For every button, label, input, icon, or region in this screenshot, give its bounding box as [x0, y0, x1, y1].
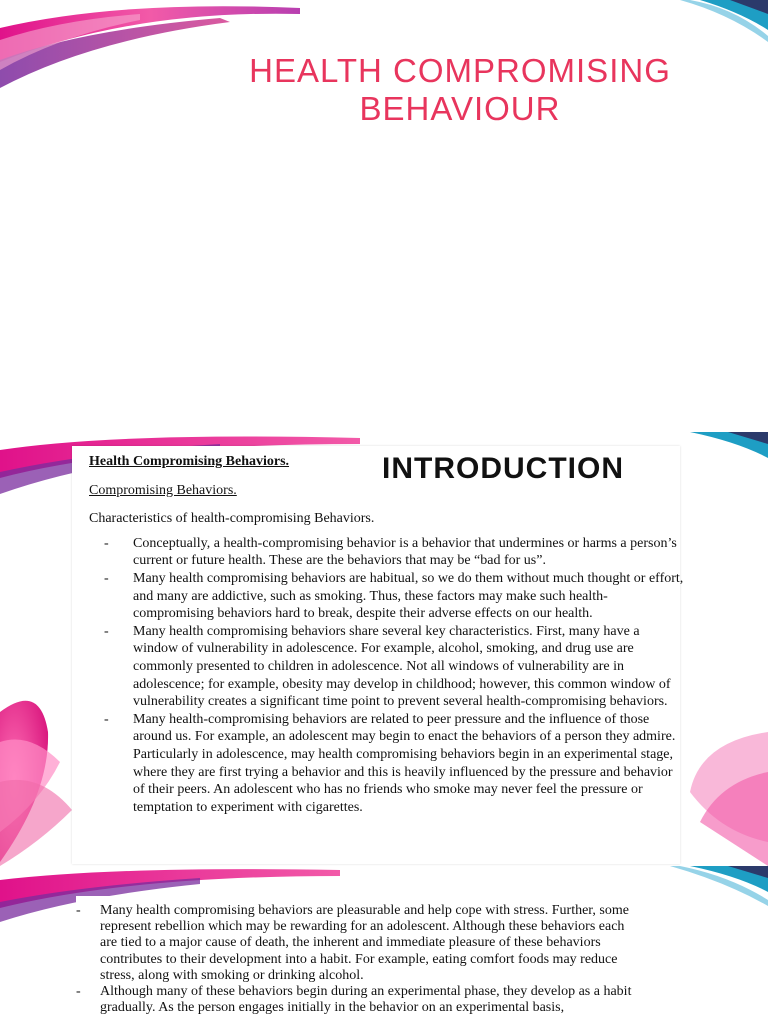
document-title: Health Compromising Behaviors.	[89, 454, 290, 469]
list-item: - Conceptually, a health-compromising behavior is a behavior that undermines or harms a person’s current or future health. These are the behaviors that may be “bad for us”.	[133, 535, 684, 570]
document-subtitle: Compromising Behaviors.	[89, 482, 237, 498]
title-line-2: BEHAVIOUR	[359, 90, 561, 127]
list-item: - Many health compromising behaviors are pleasurable and help cope with stress. Further, some represent rebellion which may be rewarding for an adolescent. Although these behaviors each are tied to a major cause of death, the inherent and immediate pleasure of these behaviors contributes to their development into a habit. For example, eating comfort foods may reduce stress, along with smoking or drinking alcohol.	[100, 903, 640, 984]
list-item: - Many health compromising behaviors share several key characteristics. First, many have a window of vulnerability in adolescence. For example, alcohol, smoking, and drug use are commonly presented to children in adolescence. Not all windows of vulnerability are in adolescence; for example, obesity may develop in childhood; however, this common window of vulnerability creates a significant time point to prevent several health-compromising behaviors.	[133, 623, 684, 711]
slide-2-heading: INTRODUCTION	[382, 452, 624, 485]
list-item: - Although many of these behaviors begin during an experimental phase, they develop as a habit gradually. As the person engages initially in the behavior on an experimental basis,	[100, 984, 640, 1016]
slide-3	[0, 866, 768, 1024]
slide-1	[0, 0, 768, 432]
document-intro: Characteristics of health-compromising Behaviors.	[89, 511, 375, 527]
characteristics-list-continued	[100, 903, 640, 1016]
slide-2	[0, 432, 768, 866]
document-text	[89, 453, 684, 816]
title-line-1: HEALTH COMPROMISING	[249, 52, 671, 89]
characteristics-list	[89, 535, 684, 817]
document-text-continued	[100, 903, 640, 1016]
list-item: - Many health-compromising behaviors are related to peer pressure and the influence of those around us. For example, an adolescent may begin to enact the behaviors of a person they admire. Particularly in adolescence, may health compromising behaviors begin in an experimental stage, where they are first trying a behavior and this is heavily influenced by the pressure and behavior of their peers. An adolescent who has no friends who smoke may never feel the pressure or temptation to experiment with cigarettes.	[133, 711, 684, 817]
slide-1-title	[230, 52, 690, 128]
list-item: - Many health compromising behaviors are habitual, so we do them without much thought or effort, and many are addictive, such as smoking. Thus, these factors may make such health-compromising behaviors hard to break, despite their adverse effects on our health.	[133, 570, 684, 623]
